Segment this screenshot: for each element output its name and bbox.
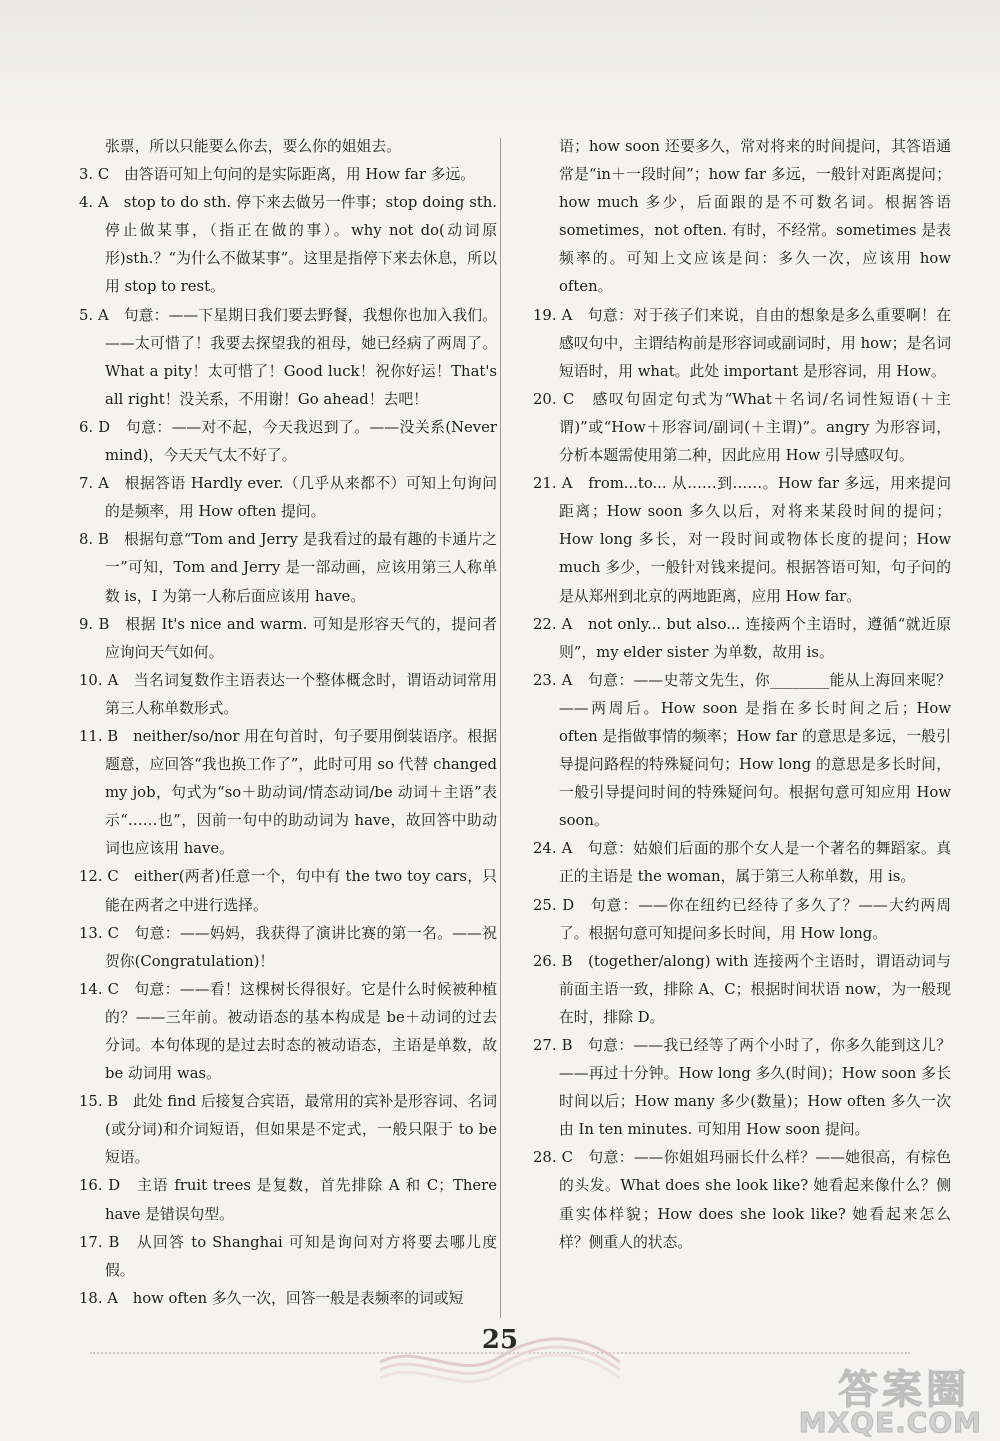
watermark-logo: 答案圈 [838,1367,970,1413]
entry-text: 18. A how often 多久一次，回答一般是表频率的词或短 [79,1289,464,1307]
entry-text: 14. C 句意：——看！这棵树长得很好。它是什么时候被种植的？——三年前。被动语态的基本构成是 be＋动词的过去分词。本句体现的是过去时态的被动语态，主语是单数，故 be 动词用 was。 [79,980,497,1083]
page-top-shade [0,0,1000,120]
watermark-url: MXQE.COM [798,1406,982,1439]
answer-entry-9 [79,611,497,667]
answer-entry-7 [79,470,497,526]
entry-text: 25. D 句意：——你在纽约已经待了多久了？——大约两周了。根据句意可知提问多长时间，用 How long。 [533,896,951,942]
entry-text: 27. B 句意：——我已经等了两个小时了，你多久能到这儿？——再过十分钟。How long 多久(时间)；How soon 多长时间以后；How many 多少(数量)；How often 多久一次由 In ten minutes. 可知用 How soon 提问。 [533,1037,951,1139]
entry-text: 10. A 当名词复数作主语表达一个整体概念时，谓语动词常用第三人称单数形式。 [79,671,497,717]
entry-text: 7. A 根据答语 Hardly ever.（几乎从来都不）可知上句询问的是频率，用 How often 提问。 [79,475,497,521]
answer-entry-4 [79,189,497,301]
entry-text: 22. A not only... but also... 连接两个主语时，遵循“就近原则”，my elder sister 为单数，故用 is。 [533,615,951,661]
entry-text: 26. B (together/along) with 连接两个主语时，谓语动词与前面主语一致，排除 A、C；根据时间状语 now，为一般现在时，排除 D。 [533,952,951,1026]
answer-entry-14 [79,976,497,1088]
answer-entry-cont-2 [79,133,497,161]
answer-entry-3 [79,161,497,189]
entry-text: 17. B 从回答 to Shanghai 可知是询问对方将要去哪儿度假。 [79,1233,497,1279]
answer-entry-5 [79,302,497,414]
answer-entry-22 [533,611,951,667]
entry-text: 5. A 句意：——下星期日我们要去野餐，我想你也加入我们。——太可惜了！我要去探望我的祖母，她已经病了两周了。What a pity！太可惜了！Good luck！祝你好运！That's all right！没关系，不用谢！Go ahead！去吧！ [79,306,497,408]
entry-text: 23. A 句意：——史蒂文先生，你________能从上海回来呢？——两周后。How soon 是指在多长时间之后；How often 是指做事情的频率；How far 的意思是多远，一般引导提问路程的特殊疑问句；How long 的意思是多长时间，一般引导提问时间的特殊疑问句。根据句意可知应用 How soon。 [533,671,951,830]
right-column [533,133,951,1257]
answer-entry-21 [533,470,951,610]
entry-text: 语；how soon 还要多久，常对将来的时间提问，其答语通常是“in＋一段时间”；how far 多远，一般针对距离提问；how much 多少，后面跟的是不可数名词。根据答语 sometimes，not often. 有时，不经常。sometimes 是表频率的。可知上文应该是问：多久一次，应该用 how often。 [559,138,951,296]
answer-entry-11 [79,723,497,863]
entry-text: 张票，所以只能要么你去，要么你的姐姐去。 [105,138,401,155]
answer-entry-10 [79,667,497,723]
answer-entry-24 [533,835,951,891]
entry-text: 9. B 根据 It's nice and warm. 可知是形容天气的，提问者应询问天气如何。 [79,615,497,661]
entry-text: 6. D 句意：——对不起，今天我迟到了。——没关系(Never mind)，今天天气太不好了。 [79,418,497,465]
entry-text: 28. C 句意：——你姐姐玛丽长什么样？——她很高，有棕色的头发。What does she look like? 她看起来像什么？侧重实体样貌；How does she look like? 她看起来怎么样？侧重人的状态。 [533,1149,951,1251]
answer-entry-8 [79,526,497,610]
entry-text: 4. A stop to do sth. 停下来去做另一件事；stop doing sth. 停止做某事，（指正在做的事）。why not do(动词原形)sth.？“为什么不做某事”。这里是指停下来去休息，所以用 stop to rest。 [79,194,497,296]
entry-text: 24. A 句意：姑娘们后面的那个女人是一个著名的舞蹈家。真正的主语是 the woman，属于第三人称单数，用 is。 [533,840,951,886]
entry-text: 8. B 根据句意“Tom and Jerry 是我看过的最有趣的卡通片之一”可知，Tom and Jerry 是一部动画，应该用第三人称单数 is，I 为第一人称后面应该用 have。 [79,531,497,605]
entry-text: 15. B 此处 find 后接复合宾语，最常用的宾补是形容词、名词(或分词)和介词短语，但如果是不定式，一般只限于 to be 短语。 [79,1093,497,1167]
entry-text: 3. C 由答语可知上句问的是实际距离，用 How far 多远。 [79,166,476,184]
page-number: 25 [481,1325,519,1355]
answer-entry-25 [533,892,951,948]
watermark [750,1358,990,1438]
entry-text: 12. C either(两者)任意一个，句中有 the two toy cars，只能在两者之中进行选择。 [79,868,497,914]
answer-entry-26 [533,948,951,1032]
answer-entry-16 [79,1172,497,1228]
answer-entry-6 [79,414,497,470]
entry-text: 20. C 感叹句固定句式为“What＋名词/名词性短语(＋主谓)”或“How＋形容词/副词(＋主谓)”。angry 为形容词，分析本题需使用第二种，因此应用 How 引导感叹句。 [533,390,951,465]
column-divider [500,138,501,1318]
answer-entry-23 [533,667,951,836]
answer-entry-20 [533,386,951,470]
entry-text: 11. B neither/so/nor 用在句首时，句子要用倒装语序。根据题意，应回答“我也换工作了”，此时可用 so 代替 changed my job，句式为“so＋助动词/情态动词/be 动词＋主语”表示“……也”，因前一句中的助动词为 have，故回答中助动词也应该用 have。 [79,727,497,858]
entry-text: 21. A from...to... 从……到……。How far 多远，用来提问距离；How soon 多久以后，对将来某段时间的提问；How long 多长，对一段时间或物体长度的提问；How much 多少，一般针对钱来提问。根据答语可知，句子问的是从郑州到北京的两地距离，应用 How far。 [533,475,951,605]
answer-entry-28 [533,1144,951,1256]
answer-entry-19 [533,302,951,386]
answer-entry-18-cont [533,133,951,302]
answer-entry-13 [79,920,497,976]
answer-entry-17 [79,1229,497,1285]
answer-entry-12 [79,863,497,919]
entry-text: 19. A 句意：对于孩子们来说，自由的想象是多么重要啊！在感叹句中，主谓结构前是形容词或副词时，用 how；是名词短语时，用 what。此处 important 是形容词，用 How。 [533,306,951,380]
answer-entry-27 [533,1032,951,1144]
left-column [79,133,497,1313]
answer-entry-18 [79,1285,497,1313]
entry-text: 13. C 句意：——妈妈，我获得了演讲比赛的第一名。——祝贺你(Congratulation)！ [79,924,497,970]
entry-text: 16. D 主语 fruit trees 是复数，首先排除 A 和 C；There have 是错误句型。 [79,1177,497,1223]
answer-entry-15 [79,1088,497,1172]
